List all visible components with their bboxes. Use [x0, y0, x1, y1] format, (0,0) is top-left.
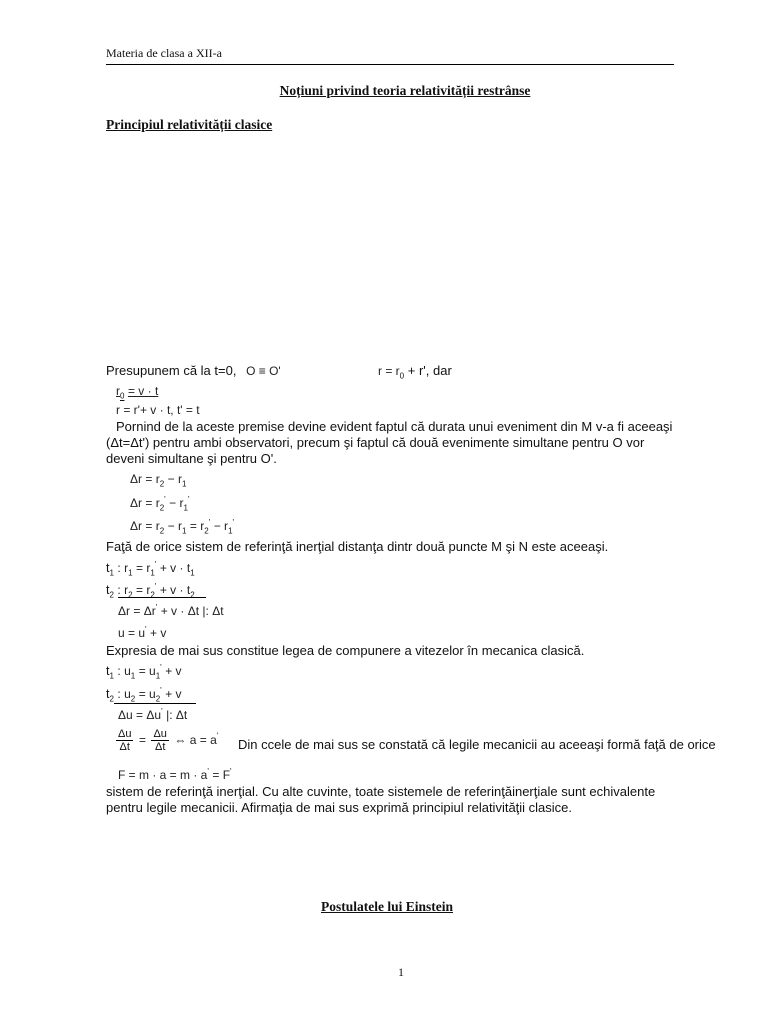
din-ccele-text: Din ccele de mai sus se constată că legile mecanicii au aceeaşi formă faţă de orice: [238, 737, 716, 752]
dr3-tail3: − r: [213, 519, 229, 534]
t1-eq-tail2: + v · t: [159, 561, 191, 576]
page-header: [106, 46, 674, 65]
dr-sum-tail: + v · Δt |: Δt: [160, 604, 224, 619]
header-text: Materia de clasa a XII-a: [106, 46, 222, 60]
r-full-text: r = r'+ v · t, t' = t: [116, 403, 200, 417]
t2-label: t: [106, 583, 110, 598]
t1b-eq: : u: [117, 664, 131, 679]
dr3-tail2: = r: [189, 519, 205, 534]
frac-num-1: Δu: [118, 728, 132, 740]
force-equation: F = m · a = m · a' = F': [118, 767, 232, 783]
paragraph-sistem: sistem de referinţă inerţial. Cu alte cuvinte, toate sistemele de referinţăinerţiale sunt echivalente pentru legile mecanicii. Afirmaţia de mai sus exprimă principiul relativităţii clasice.: [106, 784, 656, 815]
delta-r-sum: Δr = Δr' + v · Δt |: Δt: [118, 603, 224, 619]
du-eq-tail: |: Δt: [166, 708, 188, 723]
frac-den-2: Δt: [154, 741, 166, 753]
t1b-eq-tail2: + v: [165, 664, 182, 679]
t2-equation: $t_2$ : $r_2 = r_2' + v \cdot t_2$: [106, 582, 195, 600]
t1-velocity-equation: $t_1$ : $u_1 = u_1' + v$: [106, 663, 182, 681]
u-eq-tail: + v: [150, 626, 167, 641]
f-eq: F = m · a = m · a: [118, 768, 208, 783]
dr3-tail: − r: [167, 519, 182, 534]
paragraph-expresia: Expresia de mai sus constitue legea de compunere a vitezelor în mecanica clasică.: [106, 643, 585, 658]
paragraph-fata: Faţă de orice sistem de referinţă inerţial distanţa dintr două puncte M şi N este aceeaşi.: [106, 539, 609, 554]
acceleration-equivalence: $\frac{\Delta u}{\Delta t}$ = $\frac{\Delta u}{\Delta t}$ ⇔ a = a': [118, 728, 219, 753]
section-heading-classical-relativity: Principiul relativității clasice: [106, 117, 273, 132]
page-number: 1: [398, 965, 404, 979]
subtraction-rule-1: [118, 597, 206, 598]
f-eq-tail: = F: [212, 768, 231, 783]
t1-eq-tail: = r: [136, 561, 151, 576]
t2-eq-tail: = r: [136, 583, 151, 598]
subtraction-rule-2: [114, 703, 196, 704]
frac-den-1: Δt: [119, 741, 130, 753]
du-eq: Δu = Δu: [118, 708, 162, 723]
delta-r-equation-1: $\Delta r = r_2 - r_1$: [130, 472, 187, 489]
t1b-label: t: [106, 664, 110, 679]
delta-r-equation-3: $\Delta r = r_2 - r_1 = r_2' - r_1'$: [130, 518, 235, 536]
t2b-eq: : u: [117, 687, 131, 702]
t2-eq-tail2: + v · t: [159, 583, 191, 598]
r0-eq-text: r: [116, 384, 120, 398]
r-eq-tail: + r', dar: [407, 363, 452, 378]
t2b-eq-tail: = u: [138, 687, 156, 702]
assumption-line: [106, 363, 281, 378]
r0-equation: $r_0 = v \cdot t$: [116, 384, 159, 401]
document-title: Noțiuni privind teoria relativității restrânse: [279, 83, 531, 98]
t1-eq: : r: [117, 561, 129, 576]
frac-num-2: Δu: [153, 728, 167, 740]
t1b-eq-tail: = u: [138, 664, 156, 679]
r-eq-text: r = r: [378, 364, 400, 378]
conclusion-start: [238, 737, 716, 752]
assumption-text: Presupunem că la t=0,: [106, 363, 237, 378]
dr3-text: Δr = r: [130, 519, 160, 534]
dr-sum-text: Δr = Δr: [118, 604, 156, 619]
t2-eq: : r: [117, 583, 129, 598]
r-decomposition: $r = r_0 + r'$, dar: [378, 363, 452, 381]
delta-r-equation-2: $\Delta r = r_2' - r_1'$: [130, 495, 190, 513]
dr2-tail: − r: [169, 496, 184, 511]
delta-u-equation: Δu = Δu' |: Δt: [118, 707, 188, 723]
fraction-du-dt-prime: [151, 728, 168, 753]
velocity-composition: u = u' + v: [118, 625, 167, 641]
fraction-du-dt: [116, 728, 133, 753]
dr1-tail: − r: [167, 472, 182, 486]
u-eq: u = u: [118, 626, 146, 641]
t2b-eq-tail2: + v: [165, 687, 182, 702]
paragraph-pornind: Pornind de la aceste premise devine evident faptul că durata unui eveniment din M v-a fi aceeaşi (Δt=Δt') pentru ambi observatori, precum şi faptul că două evenimente simultane pentru O vor deveni simultane şi pentru O'.: [106, 419, 673, 466]
t1-label: t: [106, 561, 110, 576]
origin-equivalence: O ≡ O': [246, 364, 281, 378]
section-heading-einstein: Postulatele lui Einstein: [320, 899, 453, 914]
t2b-label: t: [106, 687, 110, 702]
r-full-equation: [116, 403, 200, 417]
dr2-text: Δr = r: [130, 496, 160, 511]
t1-equation: $t_1$ : $r_1 = r_1' + v \cdot t_1$: [106, 560, 195, 578]
implies-text: ⇔ a = a: [174, 732, 217, 747]
t2-velocity-equation: $t_2$ : $u_2 = u_2' + v$: [106, 686, 182, 704]
r0-eq-tail: = v · t: [127, 384, 159, 398]
dr1-text: Δr = r: [130, 472, 160, 486]
